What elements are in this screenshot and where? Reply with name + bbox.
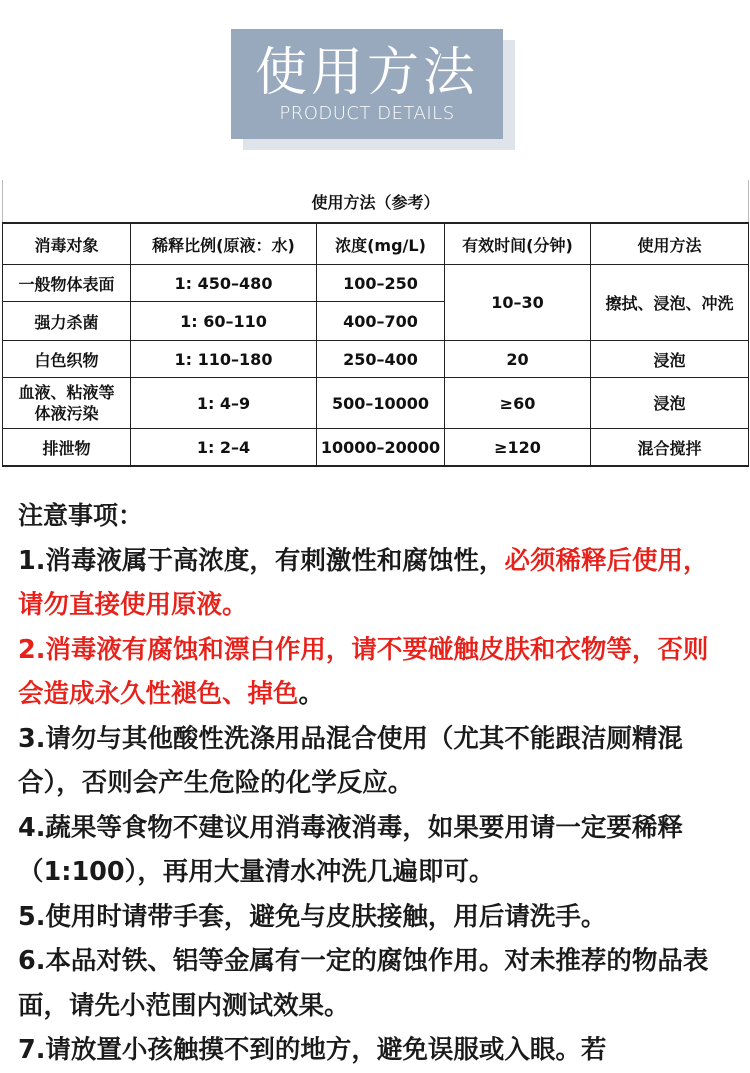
precaution-2-tail: 。 bbox=[298, 679, 325, 709]
precaution-item-7: 7.请放置小孩触摸不到的地方，避免误服或入眼。若 bbox=[18, 1035, 607, 1065]
table-caption: 使用方法（参考） bbox=[3, 180, 749, 223]
cell-target: 强力杀菌 bbox=[3, 302, 131, 341]
cell-method: 浸泡 bbox=[591, 378, 749, 429]
table-caption-row bbox=[3, 180, 749, 223]
cell-concentration: 500–10000 bbox=[317, 378, 445, 429]
cell-ratio: 1: 4–9 bbox=[131, 378, 317, 429]
header-badge bbox=[231, 29, 503, 139]
precaution-item-2 bbox=[18, 628, 732, 717]
cell-concentration: 400–700 bbox=[317, 302, 445, 341]
table-header-row bbox=[3, 223, 749, 265]
cell-time: ≥120 bbox=[445, 429, 591, 467]
column-header: 浓度(mg/L) bbox=[317, 223, 445, 265]
precautions-heading: 注意事项： bbox=[18, 501, 144, 530]
cell-ratio: 1: 110–180 bbox=[131, 341, 317, 378]
cell-concentration: 10000–20000 bbox=[317, 429, 445, 467]
page-subtitle: PRODUCT DETAILS bbox=[279, 103, 455, 124]
cell-target-line1: 血液、粘液等 bbox=[18, 383, 115, 402]
page-title: 使用方法 bbox=[254, 43, 479, 103]
column-header: 消毒对象 bbox=[3, 223, 131, 265]
cell-ratio: 1: 60–110 bbox=[131, 302, 317, 341]
precautions-section bbox=[18, 494, 732, 1073]
precaution-item-4: 4.蔬果等食物不建议用消毒液消毒，如果要用请一定要稀释（1:100），再用大量清水冲洗几遍即可。 bbox=[18, 812, 683, 887]
table-row bbox=[3, 429, 749, 467]
precaution-item-1 bbox=[18, 539, 732, 628]
column-header: 稀释比例(原液：水) bbox=[131, 223, 317, 265]
cell-time: 20 bbox=[445, 341, 591, 378]
cell-time-merged: 10–30 bbox=[445, 265, 591, 341]
precaution-item-3: 3.请勿与其他酸性洗涤用品混合使用（尤其不能跟洁厕精混合），否则会产生危险的化学反应。 bbox=[18, 723, 683, 798]
column-header: 有效时间(分钟) bbox=[445, 223, 591, 265]
usage-table bbox=[2, 180, 749, 467]
cell-concentration: 100–250 bbox=[317, 265, 445, 302]
table-row bbox=[3, 378, 749, 429]
precaution-item-6: 6.本品对铁、铝等金属有一定的腐蚀作用。对未推荐的物品表面，请先小范围内测试效果。 bbox=[18, 946, 709, 1021]
cell-target: 白色织物 bbox=[3, 341, 131, 378]
usage-table-container bbox=[2, 180, 748, 467]
cell-target: 一般物体表面 bbox=[3, 265, 131, 302]
cell-method: 浸泡 bbox=[591, 341, 749, 378]
cell-method: 混合搅拌 bbox=[591, 429, 749, 467]
precaution-1-warning: 必须稀释后使用，请勿直接使用原液。 bbox=[18, 545, 709, 620]
column-header: 使用方法 bbox=[591, 223, 749, 265]
cell-concentration: 250–400 bbox=[317, 341, 445, 378]
cell-target bbox=[3, 378, 131, 429]
cell-ratio: 1: 450–480 bbox=[131, 265, 317, 302]
cell-target-line2: 体液污染 bbox=[34, 404, 99, 423]
cell-time: ≥60 bbox=[445, 378, 591, 429]
precaution-2-warning: 2.消毒液有腐蚀和漂白作用，请不要碰触皮肤和衣物等，否则会造成永久性褪色、掉色 bbox=[18, 634, 709, 709]
table-row bbox=[3, 341, 749, 378]
cell-ratio: 1: 2–4 bbox=[131, 429, 317, 467]
table-row bbox=[3, 265, 749, 302]
cell-method-merged: 擦拭、浸泡、冲洗 bbox=[591, 265, 749, 341]
precaution-1-text: 1.消毒液属于高浓度，有刺激性和腐蚀性， bbox=[18, 545, 505, 576]
precaution-item-5: 5.使用时请带手套，避免与皮肤接触，用后请洗手。 bbox=[18, 901, 607, 932]
cell-target: 排泄物 bbox=[3, 429, 131, 467]
